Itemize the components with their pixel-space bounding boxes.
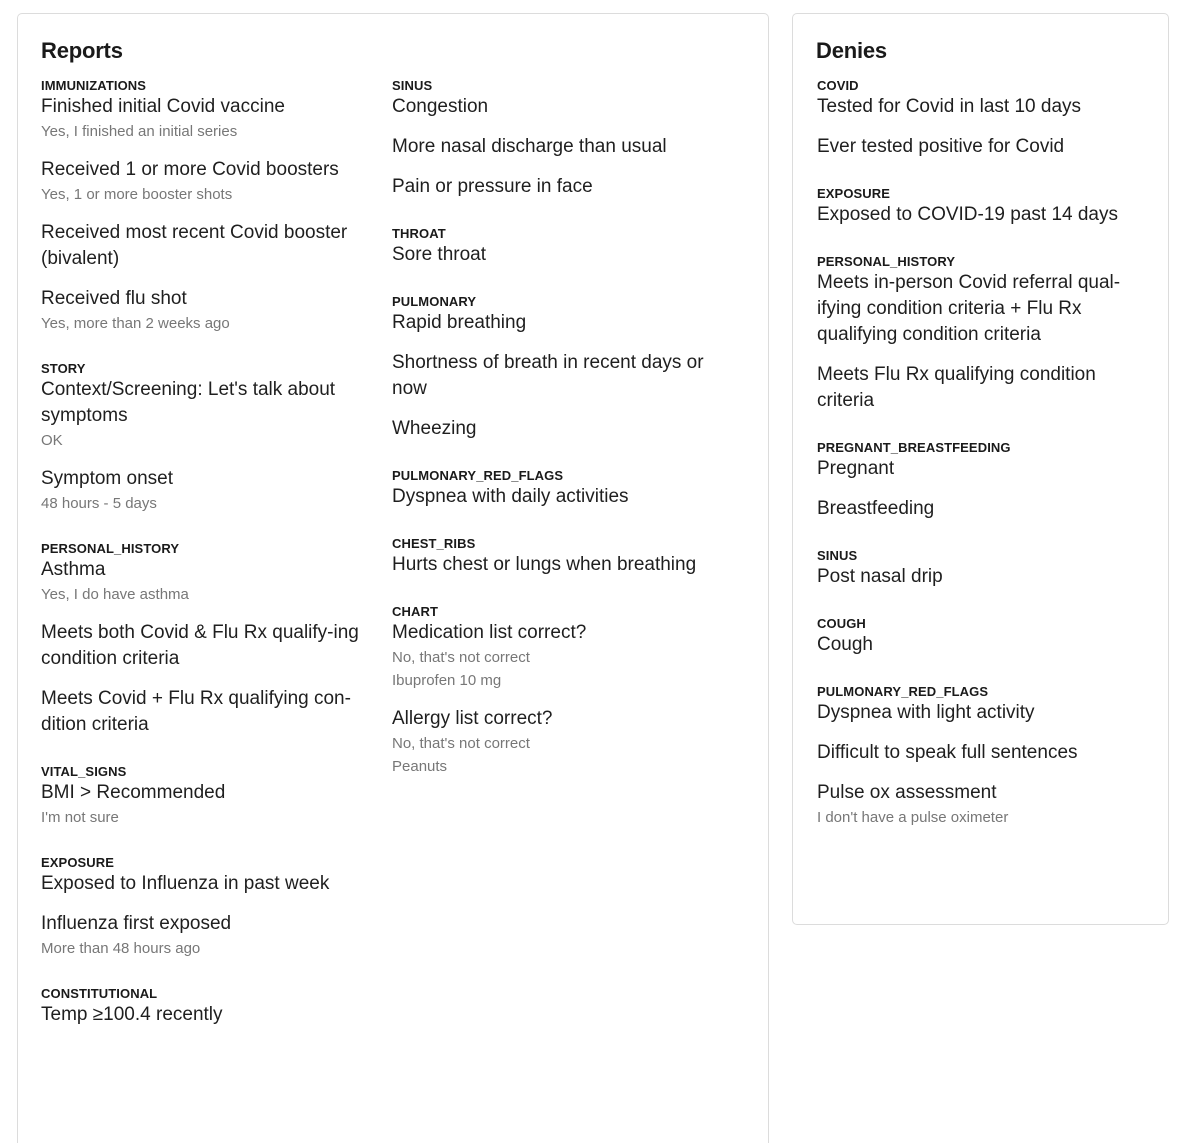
- finding-detail: Yes, I finished an initial series: [41, 123, 238, 140]
- finding-item: [817, 94, 1153, 120]
- finding-item: [41, 94, 376, 143]
- finding-item: [41, 157, 376, 206]
- finding-section: [392, 536, 732, 578]
- finding-section: [817, 440, 1153, 522]
- section-title: EXPOSURE: [41, 855, 115, 870]
- finding-detail: I don't have a pulse oximeter: [817, 809, 1009, 826]
- finding-item: [817, 564, 1153, 590]
- finding-label: Cough: [817, 634, 873, 655]
- finding-item: [392, 416, 732, 442]
- reports-title: Reports: [41, 38, 123, 63]
- finding-section: [392, 468, 732, 510]
- section-title: SINUS: [817, 548, 858, 563]
- section-title: EXPOSURE: [817, 186, 891, 201]
- section-title: SINUS: [392, 78, 433, 93]
- finding-label: Congestion: [392, 96, 489, 117]
- section-title: PREGNANT_BREASTFEEDING: [817, 440, 1011, 455]
- finding-section: [817, 78, 1153, 160]
- finding-item: [41, 911, 376, 960]
- finding-label: Medication list correct?: [392, 622, 587, 643]
- finding-label: Tested for Covid in last 10 days: [817, 96, 1082, 117]
- finding-item: [392, 552, 732, 578]
- finding-item: [392, 174, 732, 200]
- finding-label: Exposed to Influenza in past week: [41, 873, 330, 894]
- finding-section: [41, 764, 376, 829]
- finding-section: [392, 226, 732, 268]
- finding-section: [41, 78, 376, 335]
- section-title: PERSONAL_HISTORY: [41, 541, 180, 556]
- finding-label: Wheezing: [392, 418, 477, 439]
- finding-label: Ever tested positive for Covid: [817, 136, 1065, 157]
- finding-item: [817, 456, 1153, 482]
- section-title: VITAL_SIGNS: [41, 764, 127, 779]
- finding-item: [392, 706, 732, 778]
- finding-label: Meets Flu Rx qualifying condition criteria: [817, 364, 1096, 411]
- finding-label: Pregnant: [817, 458, 895, 479]
- finding-detail: Ibuprofen 10 mg: [392, 672, 502, 689]
- finding-label: Temp ≥100.4 recently: [41, 1004, 223, 1025]
- finding-label: Allergy list correct?: [392, 708, 553, 729]
- section-title: PERSONAL_HISTORY: [817, 254, 956, 269]
- finding-item: [817, 632, 1153, 658]
- finding-item: [817, 362, 1153, 414]
- finding-item: [41, 557, 376, 606]
- section-title: COVID: [817, 78, 859, 93]
- finding-label: Received 1 or more Covid boosters: [41, 159, 339, 180]
- finding-detail: OK: [41, 432, 63, 449]
- section-title: STORY: [41, 361, 86, 376]
- finding-label: Breastfeeding: [817, 498, 935, 519]
- finding-item: [392, 310, 732, 336]
- finding-label: Finished initial Covid vaccine: [41, 96, 285, 117]
- finding-item: [41, 871, 376, 897]
- section-title: IMMUNIZATIONS: [41, 78, 147, 93]
- finding-detail: No, that's not correct: [392, 649, 530, 666]
- finding-detail: Yes, 1 or more booster shots: [41, 186, 233, 203]
- denies-title: Denies: [816, 38, 887, 63]
- finding-section: [817, 254, 1153, 414]
- finding-section: [41, 541, 376, 738]
- finding-section: [41, 986, 376, 1028]
- finding-label: Difficult to speak full sentences: [817, 742, 1078, 763]
- finding-item: [41, 286, 376, 335]
- finding-label: Asthma: [41, 559, 106, 580]
- denies-card: [792, 13, 1169, 925]
- finding-detail: Peanuts: [392, 758, 448, 775]
- finding-item: [392, 134, 732, 160]
- denies-column-1: [817, 78, 1153, 855]
- finding-label: Meets in-person Covid referral qual-ifying condition criteria + Flu Rx qualifying condition criteria: [817, 272, 1121, 345]
- finding-label: Post nasal drip: [817, 566, 943, 587]
- finding-item: [817, 496, 1153, 522]
- finding-item: [392, 242, 732, 268]
- finding-detail: 48 hours - 5 days: [41, 495, 157, 512]
- finding-label: Dyspnea with daily activities: [392, 486, 629, 507]
- finding-item: [41, 620, 376, 672]
- finding-item: [41, 1002, 376, 1028]
- finding-section: [41, 361, 376, 515]
- finding-label: Sore throat: [392, 244, 486, 265]
- section-title: THROAT: [392, 226, 446, 241]
- finding-detail: Yes, I do have asthma: [41, 586, 189, 603]
- reports-card: [17, 13, 769, 1143]
- finding-label: Context/Screening: Let's talk about symptoms: [41, 379, 336, 426]
- finding-section: [817, 616, 1153, 658]
- finding-label: Rapid breathing: [392, 312, 527, 333]
- finding-section: [41, 855, 376, 960]
- finding-label: Exposed to COVID-19 past 14 days: [817, 204, 1118, 225]
- section-title: PULMONARY_RED_FLAGS: [817, 684, 989, 699]
- finding-section: [392, 294, 732, 442]
- finding-item: [41, 780, 376, 829]
- reports-column-2: [392, 78, 732, 804]
- finding-item: [392, 94, 732, 120]
- finding-item: [41, 686, 376, 738]
- section-title: CONSTITUTIONAL: [41, 986, 158, 1001]
- finding-label: Received most recent Covid booster (bivalent): [41, 222, 348, 269]
- finding-label: More nasal discharge than usual: [392, 136, 667, 157]
- finding-detail: Yes, more than 2 weeks ago: [41, 315, 230, 332]
- finding-item: [41, 466, 376, 515]
- finding-section: [817, 186, 1153, 228]
- finding-label: Dyspnea with light activity: [817, 702, 1035, 723]
- finding-item: [392, 350, 732, 402]
- finding-detail: I'm not sure: [41, 809, 119, 826]
- section-title: COUGH: [817, 616, 866, 631]
- finding-label: Influenza first exposed: [41, 913, 232, 934]
- finding-label: Received flu shot: [41, 288, 187, 309]
- finding-label: Meets Covid + Flu Rx qualifying con-dition criteria: [41, 688, 351, 735]
- finding-label: BMI > Recommended: [41, 782, 226, 803]
- finding-item: [817, 134, 1153, 160]
- finding-item: [41, 220, 376, 272]
- finding-detail: No, that's not correct: [392, 735, 530, 752]
- finding-item: [41, 377, 376, 452]
- finding-item: [817, 270, 1153, 348]
- finding-section: [392, 604, 732, 778]
- finding-section: [817, 548, 1153, 590]
- finding-item: [817, 780, 1153, 829]
- finding-item: [392, 484, 732, 510]
- finding-label: Symptom onset: [41, 468, 173, 489]
- finding-section: [392, 78, 732, 200]
- section-title: PULMONARY: [392, 294, 477, 309]
- finding-label: Hurts chest or lungs when breathing: [392, 554, 697, 575]
- finding-label: Pain or pressure in face: [392, 176, 593, 197]
- reports-column-1: [41, 78, 376, 1054]
- section-title: CHART: [392, 604, 438, 619]
- finding-detail: More than 48 hours ago: [41, 940, 201, 957]
- finding-section: [817, 684, 1153, 829]
- finding-item: [817, 740, 1153, 766]
- section-title: PULMONARY_RED_FLAGS: [392, 468, 564, 483]
- finding-item: [817, 202, 1153, 228]
- finding-item: [817, 700, 1153, 726]
- section-title: CHEST_RIBS: [392, 536, 476, 551]
- finding-label: Pulse ox assessment: [817, 782, 997, 803]
- finding-item: [392, 620, 732, 692]
- finding-label: Shortness of breath in recent days or now: [392, 352, 704, 399]
- finding-label: Meets both Covid & Flu Rx qualify-ing condition criteria: [41, 622, 359, 669]
